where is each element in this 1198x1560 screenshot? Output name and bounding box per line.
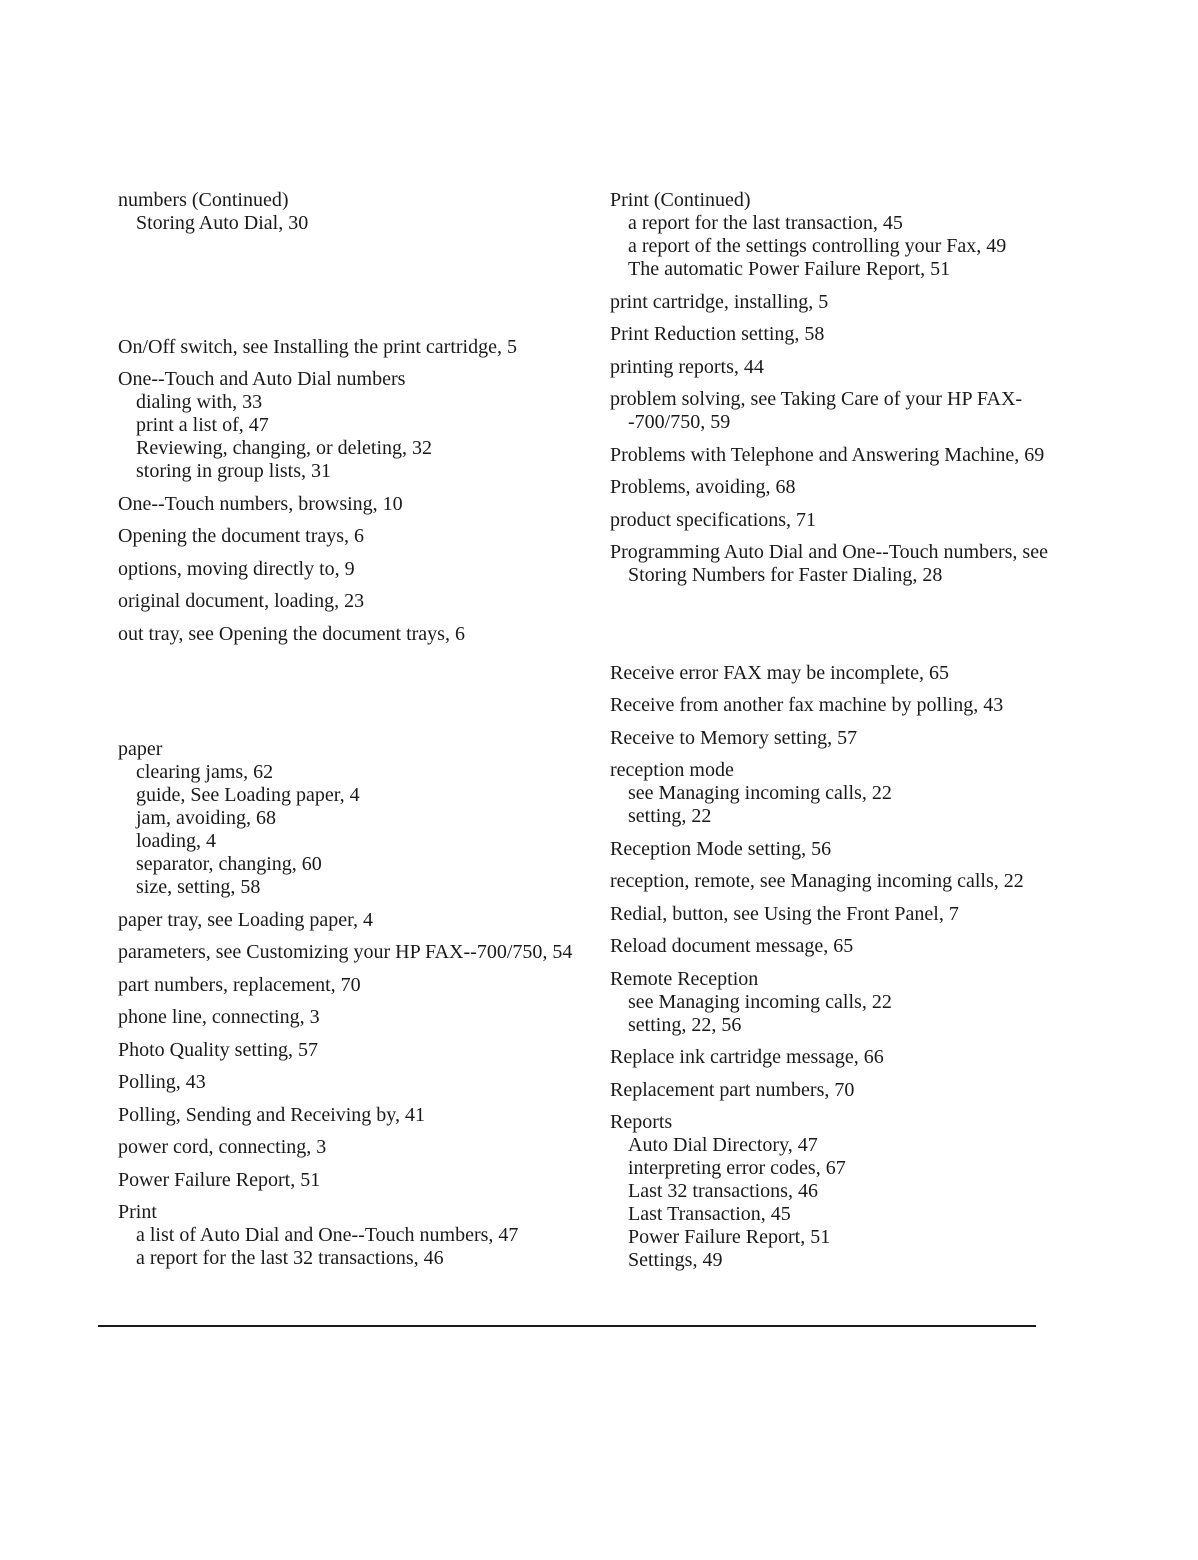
index-entry-term: paper tray, see Loading paper, 4 bbox=[118, 908, 374, 931]
index-column-right bbox=[610, 189, 1080, 1282]
index-subentry: Auto Dial Directory, 47 bbox=[628, 1134, 818, 1156]
index-entry bbox=[610, 870, 1080, 893]
index-entry bbox=[118, 1071, 588, 1094]
index-subentry: a report for the last 32 transactions, 46 bbox=[136, 1247, 444, 1269]
index-entry-term: numbers (Continued) bbox=[118, 189, 289, 211]
index-subentry: setting, 22 bbox=[628, 805, 712, 827]
index-entry bbox=[610, 1079, 1080, 1102]
index-entry bbox=[118, 1104, 588, 1127]
index-entry bbox=[118, 189, 588, 235]
index-entry-term: Programming Auto Dial and One--Touch numbers, see Storing Numbers for Faster Dialing, 28 bbox=[610, 541, 1048, 586]
index-entry-term: On/Off switch, see Installing the print cartridge, 5 bbox=[118, 335, 517, 358]
index-entry bbox=[118, 623, 588, 646]
index-entry bbox=[610, 759, 1080, 828]
index-subentry: dialing with, 33 bbox=[136, 391, 263, 413]
index-entry-term: Reload document message, 65 bbox=[610, 935, 854, 957]
index-entry-term: paper bbox=[118, 738, 163, 760]
index-entry bbox=[118, 336, 588, 359]
index-entry-term: printing reports, 44 bbox=[610, 355, 764, 378]
index-block-right-2 bbox=[610, 662, 1080, 1273]
index-entry bbox=[118, 368, 588, 483]
index-subentry: size, setting, 58 bbox=[136, 876, 261, 898]
index-subentry: guide, See Loading paper, 4 bbox=[136, 784, 360, 806]
index-entry-term: One--Touch numbers, browsing, 10 bbox=[118, 492, 403, 515]
index-subentry: Reviewing, changing, or deleting, 32 bbox=[136, 437, 433, 459]
index-entry-term: Replace ink cartridge message, 66 bbox=[610, 1046, 884, 1068]
index-entry-term: Receive to Memory setting, 57 bbox=[610, 726, 858, 749]
index-entry-term: part numbers, replacement, 70 bbox=[118, 973, 361, 996]
index-entry bbox=[118, 974, 588, 997]
index-entry bbox=[610, 727, 1080, 750]
index-entry-term: Photo Quality setting, 57 bbox=[118, 1038, 318, 1061]
index-subentry: separator, changing, 60 bbox=[136, 853, 322, 875]
index-subentry: loading, 4 bbox=[136, 830, 216, 852]
index-entry-term: Reception Mode setting, 56 bbox=[610, 837, 832, 860]
index-entry bbox=[118, 1039, 588, 1062]
index-subentry: setting, 22, 56 bbox=[628, 1013, 742, 1036]
index-subentry: Power Failure Report, 51 bbox=[628, 1226, 831, 1248]
index-subentry: Last 32 transactions, 46 bbox=[628, 1180, 818, 1202]
index-entry-term: Receive error FAX may be incomplete, 65 bbox=[610, 661, 949, 684]
index-entry bbox=[610, 694, 1080, 717]
index-entry-term: phone line, connecting, 3 bbox=[118, 1006, 320, 1028]
index-entry-term: Problems, avoiding, 68 bbox=[610, 476, 796, 498]
index-entry-term: out tray, see Opening the document trays, 6 bbox=[118, 622, 465, 645]
index-entry-term: Reports bbox=[610, 1111, 673, 1133]
index-subentry: Settings, 49 bbox=[628, 1249, 723, 1271]
index-entry-term: Problems with Telephone and Answering Machine, 69 bbox=[610, 443, 1045, 466]
index-entry-term: parameters, see Customizing your HP FAX--700/750, 54 bbox=[118, 941, 573, 963]
section-gap bbox=[118, 245, 588, 336]
index-entry bbox=[610, 189, 1080, 281]
index-entry bbox=[118, 738, 588, 899]
index-subentry: storing in group lists, 31 bbox=[136, 460, 332, 482]
index-entry-term: Replacement part numbers, 70 bbox=[610, 1078, 855, 1101]
index-entry bbox=[610, 291, 1080, 314]
index-entry bbox=[118, 1169, 588, 1192]
index-subentry: a report for the last transaction, 45 bbox=[628, 212, 903, 234]
index-entry bbox=[610, 509, 1080, 532]
section-gap bbox=[610, 597, 1080, 662]
index-entry bbox=[610, 356, 1080, 379]
index-entry bbox=[118, 525, 588, 548]
index-subentry: Storing Auto Dial, 30 bbox=[136, 212, 309, 234]
index-block-left-2 bbox=[118, 336, 588, 646]
index-entry bbox=[610, 476, 1080, 499]
index-subentry: The automatic Power Failure Report, 51 bbox=[628, 258, 951, 280]
index-subentry: see Managing incoming calls, 22 bbox=[628, 990, 892, 1013]
footer-rule bbox=[98, 1325, 1036, 1327]
index-entry-term: Polling, Sending and Receiving by, 41 bbox=[118, 1103, 426, 1126]
index-subentry: a list of Auto Dial and One--Touch numbers, 47 bbox=[136, 1224, 519, 1246]
index-block-left-3 bbox=[118, 738, 588, 1270]
index-subentry: Last Transaction, 45 bbox=[628, 1203, 791, 1225]
index-entry-term: original document, loading, 23 bbox=[118, 590, 365, 612]
index-entry-term: power cord, connecting, 3 bbox=[118, 1136, 327, 1158]
index-entry bbox=[610, 541, 1080, 587]
index-entry bbox=[610, 444, 1080, 467]
index-entry-term: reception mode bbox=[610, 759, 734, 781]
index-subentry: jam, avoiding, 68 bbox=[136, 807, 276, 829]
index-entry-term: print cartridge, installing, 5 bbox=[610, 290, 829, 313]
index-entry-term: product specifications, 71 bbox=[610, 508, 817, 531]
index-entry-term: Remote Reception bbox=[610, 967, 759, 990]
index-entry-term: Opening the document trays, 6 bbox=[118, 525, 365, 547]
index-subentry: see Managing incoming calls, 22 bbox=[628, 782, 892, 804]
index-entry bbox=[610, 1046, 1080, 1069]
index-entry-term: problem solving, see Taking Care of your HP FAX--700/750, 59 bbox=[610, 388, 1023, 433]
index-entry-term: Redial, button, see Using the Front Panel, 7 bbox=[610, 902, 959, 925]
index-entry bbox=[118, 941, 588, 964]
index-entry bbox=[610, 903, 1080, 926]
index-entry bbox=[118, 558, 588, 581]
index-entry-term: Print (Continued) bbox=[610, 189, 751, 211]
index-entry bbox=[610, 968, 1080, 1037]
index-block-right-1 bbox=[610, 189, 1080, 587]
index-entry-term: One--Touch and Auto Dial numbers bbox=[118, 368, 406, 390]
index-entry bbox=[118, 493, 588, 516]
index-entry-term: Polling, 43 bbox=[118, 1071, 206, 1093]
index-entry bbox=[610, 323, 1080, 346]
index-entry bbox=[118, 590, 588, 613]
index-entry-term: Print Reduction setting, 58 bbox=[610, 323, 825, 345]
index-entry-term: reception, remote, see Managing incoming calls, 22 bbox=[610, 870, 1024, 892]
index-entry-term: Receive from another fax machine by polling, 43 bbox=[610, 694, 1004, 716]
index-entry-term: Power Failure Report, 51 bbox=[118, 1168, 321, 1191]
index-block-left-1 bbox=[118, 189, 588, 235]
index-entry bbox=[118, 1006, 588, 1029]
index-subentry: clearing jams, 62 bbox=[136, 761, 274, 783]
section-gap bbox=[118, 655, 588, 738]
index-entry bbox=[610, 388, 1080, 434]
index-entry bbox=[118, 1201, 588, 1270]
index-entry bbox=[610, 838, 1080, 861]
index-entry-term: Print bbox=[118, 1201, 157, 1223]
index-subentry: interpreting error codes, 67 bbox=[628, 1157, 846, 1179]
index-column-left bbox=[118, 189, 588, 1280]
index-entry-term: options, moving directly to, 9 bbox=[118, 557, 355, 580]
index-entry bbox=[118, 909, 588, 932]
index-entry bbox=[610, 662, 1080, 685]
index-entry bbox=[610, 1111, 1080, 1272]
index-subentry: print a list of, 47 bbox=[136, 414, 269, 436]
index-subentry: a report of the settings controlling your Fax, 49 bbox=[628, 235, 1007, 257]
index-entry bbox=[610, 935, 1080, 958]
index-entry bbox=[118, 1136, 588, 1159]
